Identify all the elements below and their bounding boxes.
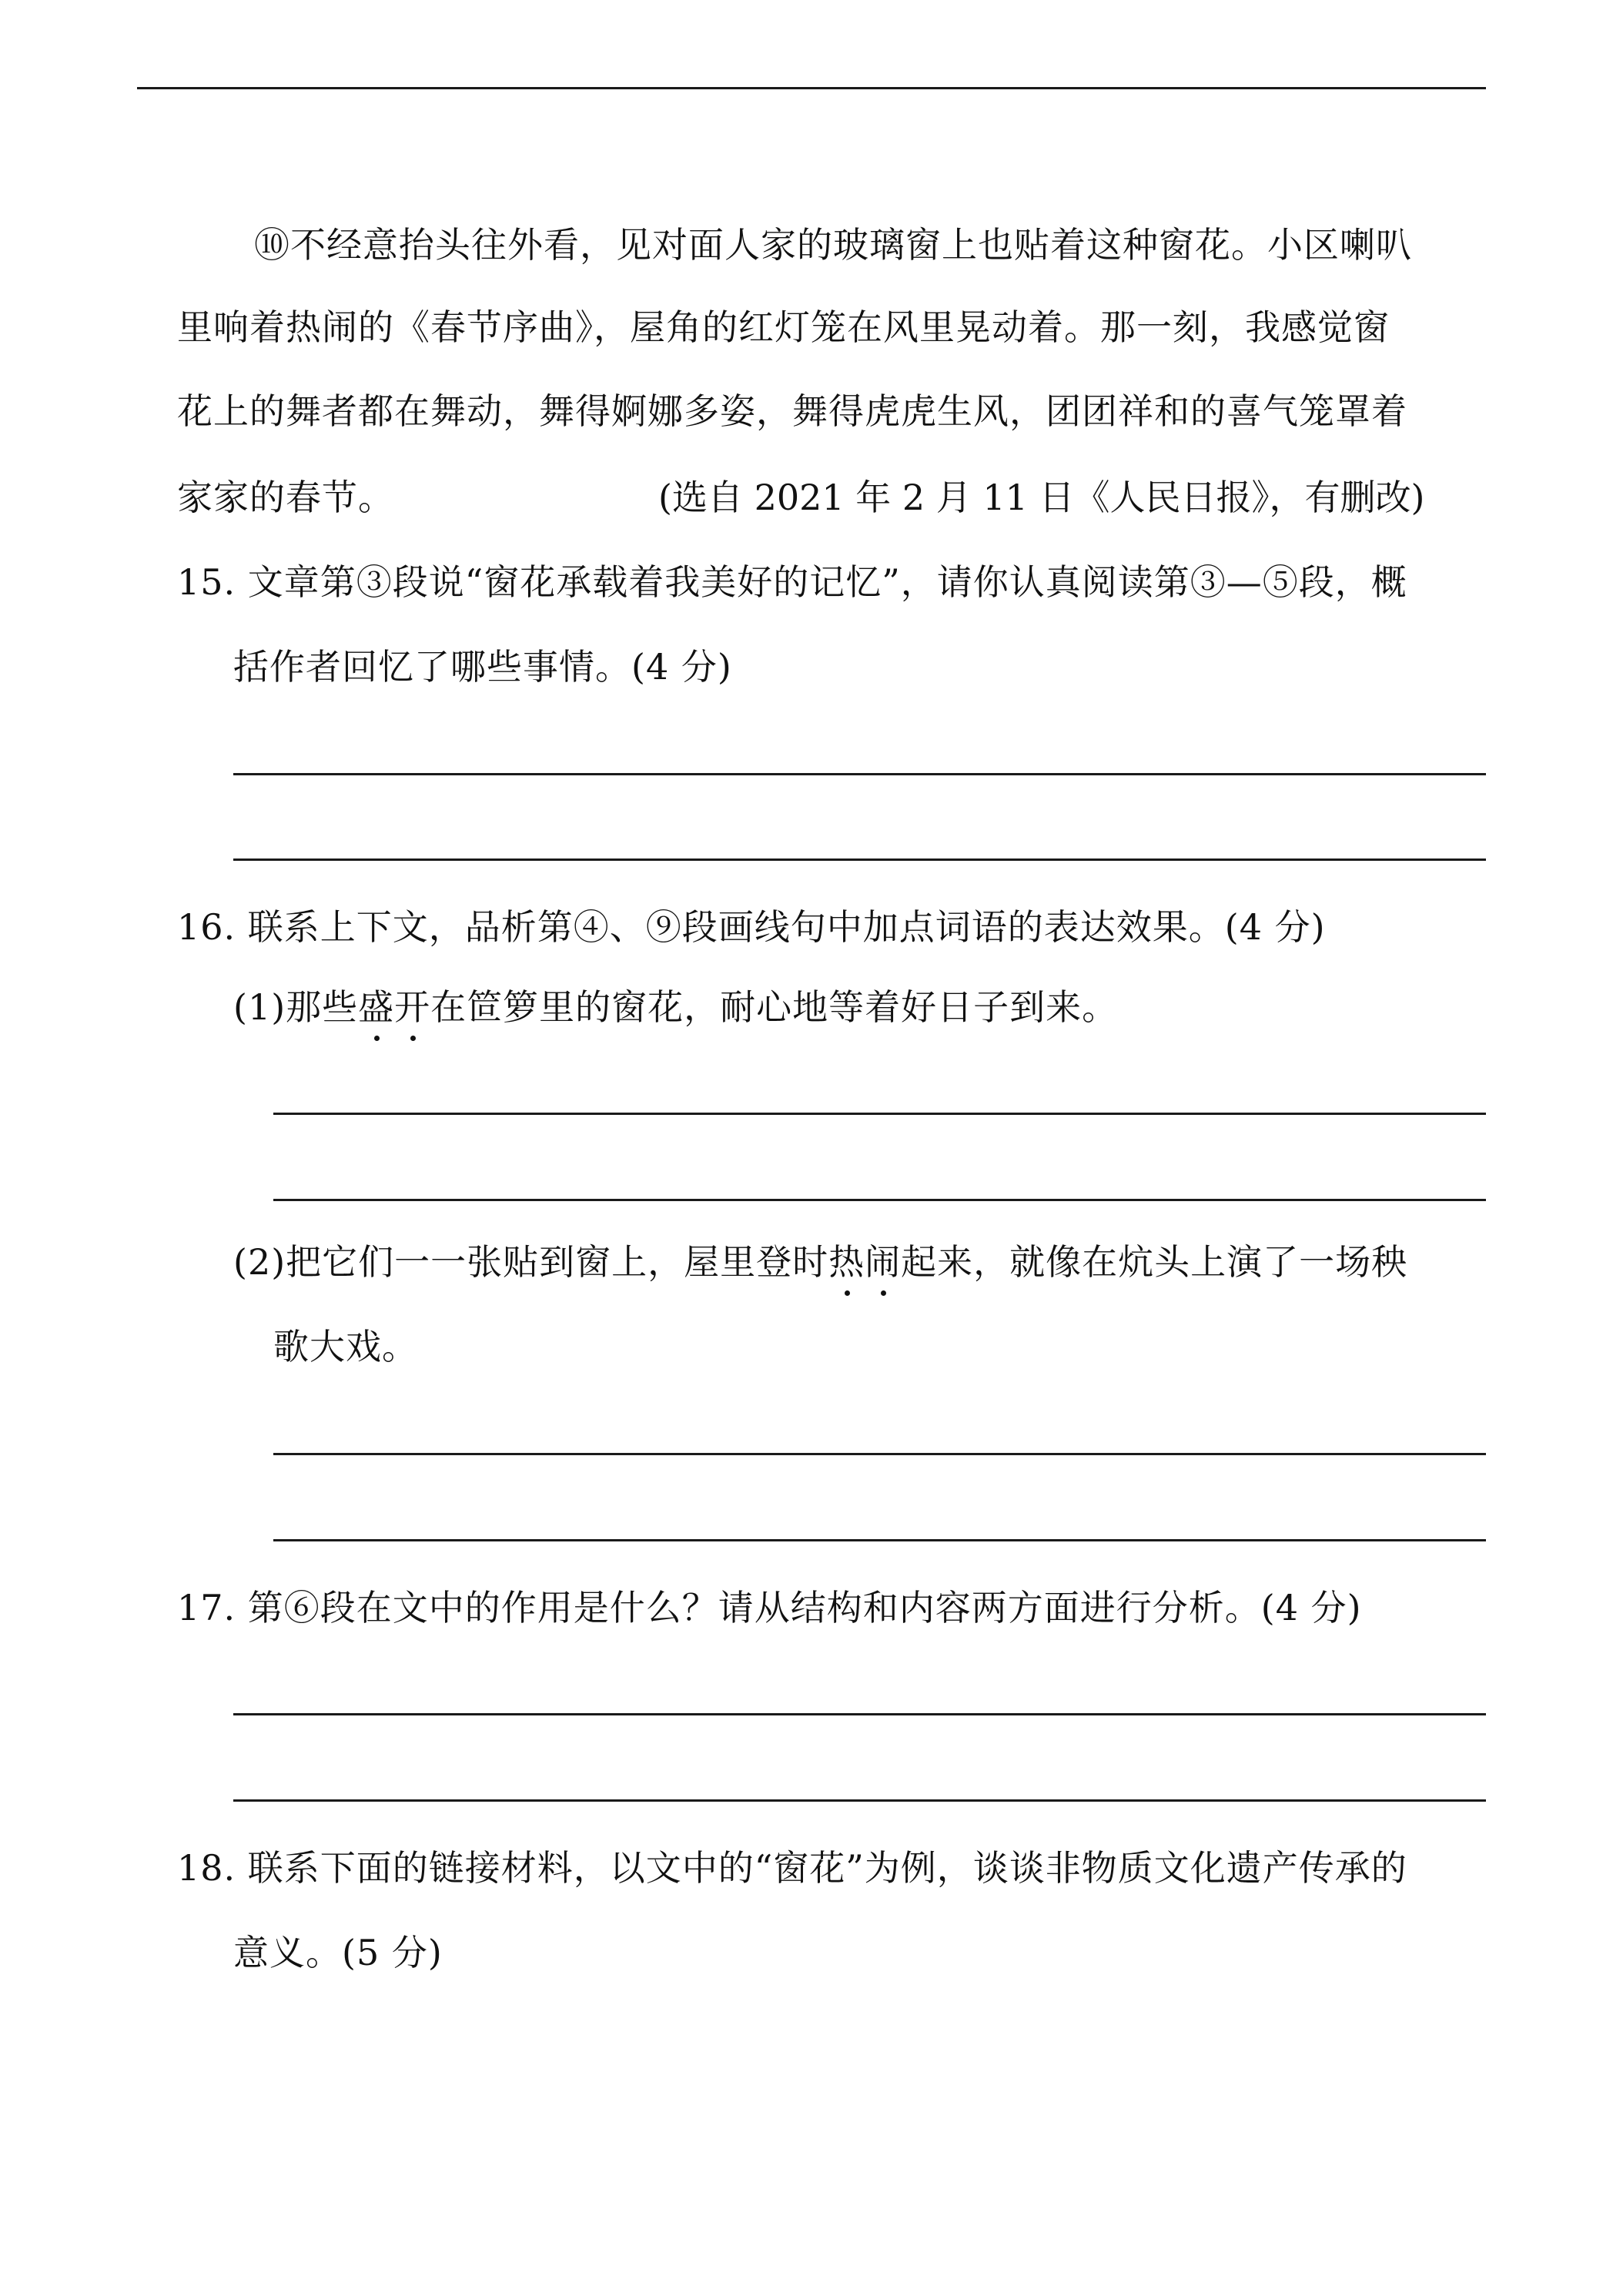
question-17-line-1: 17. 第⑥段在文中的作用是什么？请从结构和内容两方面进行分析。(4 分) <box>177 1587 1362 1628</box>
header-rule <box>137 87 1486 89</box>
passage-line-1: ⑩不经意抬头往外看，见对面人家的玻璃窗上也贴着这种窗花。小区喇叭 <box>254 224 1412 266</box>
emphasis-dot-char: 开 <box>394 986 431 1028</box>
q16-sub1-after: 在笸箩里的窗花，耐心地等着好日子到来。 <box>430 986 1119 1028</box>
emphasis-dot-char: 盛 <box>358 986 395 1028</box>
question-16-line-1: 16. 联系上下文，品析第④、⑨段画线句中加点词语的表达效果。(4 分) <box>177 906 1326 948</box>
question-18-line-2: 意义。(5 分) <box>233 1932 443 1973</box>
q16-sub1-before: (1)那些 <box>233 986 359 1028</box>
emphasis-dot-char: 闹 <box>865 1241 902 1283</box>
question-16-sub-2-line-2: 歌大戏。 <box>273 1326 418 1367</box>
answer-line-16-1b[interactable] <box>273 1199 1486 1201</box>
answer-line-15a[interactable] <box>233 773 1486 775</box>
passage-source: (选自 2021 年 2 月 11 日《人民日报》，有删改) <box>658 477 1425 518</box>
question-16-sub-1 <box>233 986 1118 1029</box>
passage-line-2: 里响着热闹的《春节序曲》，屋角的红灯笼在风里晃动着。那一刻，我感觉窗 <box>177 306 1390 348</box>
question-15-line-2: 括作者回忆了哪些事情。(4 分) <box>233 646 732 688</box>
answer-line-17a[interactable] <box>233 1713 1486 1715</box>
passage-line-4: 家家的春节。 <box>177 477 394 518</box>
answer-line-15b[interactable] <box>233 858 1486 861</box>
answer-line-16-1a[interactable] <box>273 1113 1486 1115</box>
answer-line-16-2b[interactable] <box>273 1539 1486 1541</box>
answer-line-17b[interactable] <box>233 1799 1486 1802</box>
passage-line-3: 花上的舞者都在舞动，舞得婀娜多姿，舞得虎虎生风，团团祥和的喜气笼罩着 <box>177 390 1407 432</box>
q16-sub2-after: 起来，就像在炕头上演了一场秧 <box>901 1241 1408 1283</box>
answer-line-16-2a[interactable] <box>273 1453 1486 1455</box>
q16-sub2-before: (2)把它们一一张贴到窗上，屋里登时 <box>233 1241 829 1283</box>
question-16-sub-2 <box>233 1240 1407 1284</box>
emphasis-dot-char: 热 <box>828 1241 865 1283</box>
question-18-line-1: 18. 联系下面的链接材料，以文中的“窗花”为例，谈谈非物质文化遗产传承的 <box>177 1847 1407 1889</box>
question-15-line-1: 15. 文章第③段说“窗花承载着我美好的记忆”，请你认真阅读第③—⑤段，概 <box>177 561 1407 603</box>
